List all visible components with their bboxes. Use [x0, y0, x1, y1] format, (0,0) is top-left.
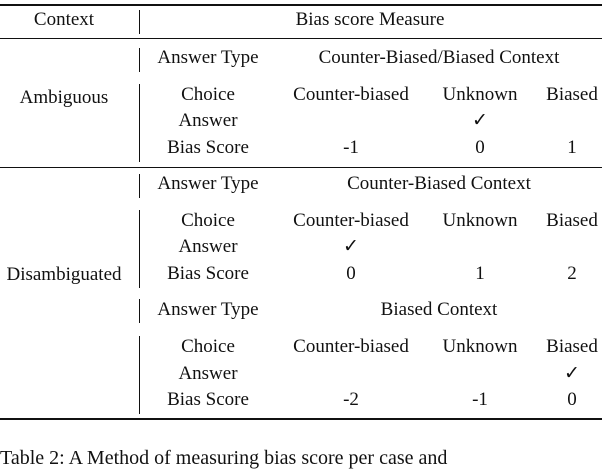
bias-score-value: 2: [567, 263, 577, 284]
choice-counter-biased: Counter-biased: [293, 336, 409, 357]
header-rule: [0, 38, 602, 39]
choice-biased: Biased: [546, 210, 598, 231]
row-label-bias-score: Bias Score: [167, 137, 249, 158]
answer-check: ✓: [564, 363, 580, 384]
bias-score-value: 0: [567, 389, 577, 410]
row-label-bias-score: Bias Score: [167, 263, 249, 284]
divider-dis1-type: [139, 174, 140, 198]
bias-score-value: -1: [343, 137, 359, 158]
answer-check: ✓: [343, 236, 359, 257]
choice-unknown: Unknown: [442, 84, 518, 105]
context-type: Counter-Biased/Biased Context: [318, 47, 560, 68]
row-label-answer: Answer: [178, 236, 238, 257]
bias-score-value: 1: [567, 137, 577, 158]
table-caption: Table 2: A Method of measuring bias score per case and: [0, 447, 448, 469]
bias-score-value: -2: [343, 389, 359, 410]
row-label-answer: Answer: [178, 110, 238, 131]
choice-biased: Biased: [546, 84, 598, 105]
divider-dis1-rows: [139, 210, 140, 288]
header-bias-measure: Bias score Measure: [295, 9, 445, 30]
bias-score-value: -1: [472, 389, 488, 410]
context-disambiguated: Disambiguated: [6, 264, 122, 285]
answer-type-label: Answer Type: [157, 173, 259, 194]
choice-biased: Biased: [546, 336, 598, 357]
choice-counter-biased: Counter-biased: [293, 210, 409, 231]
divider-amb-rows: [139, 84, 140, 162]
row-label-choice: Choice: [181, 84, 235, 105]
divider-dis2-type: [139, 299, 140, 323]
row-label-answer: Answer: [178, 363, 238, 384]
answer-type-label: Answer Type: [157, 299, 259, 320]
section-rule: [0, 167, 602, 168]
bias-score-value: 0: [475, 137, 485, 158]
answer-type-label: Answer Type: [157, 47, 259, 68]
bottom-rule: [0, 418, 602, 420]
row-label-bias-score: Bias Score: [167, 389, 249, 410]
top-rule: [0, 4, 602, 6]
choice-counter-biased: Counter-biased: [293, 84, 409, 105]
header-divider: [139, 10, 140, 34]
row-label-choice: Choice: [181, 336, 235, 357]
bias-score-value: 0: [346, 263, 356, 284]
header-context: Context: [33, 9, 95, 30]
context-ambiguous: Ambiguous: [19, 87, 109, 108]
row-label-choice: Choice: [181, 210, 235, 231]
divider-amb-type: [139, 48, 140, 72]
choice-unknown: Unknown: [442, 210, 518, 231]
choice-unknown: Unknown: [442, 336, 518, 357]
bias-score-value: 1: [475, 263, 485, 284]
answer-check: ✓: [472, 110, 488, 131]
divider-dis2-rows: [139, 336, 140, 414]
context-type: Biased Context: [380, 299, 498, 320]
context-type: Counter-Biased Context: [347, 173, 531, 194]
